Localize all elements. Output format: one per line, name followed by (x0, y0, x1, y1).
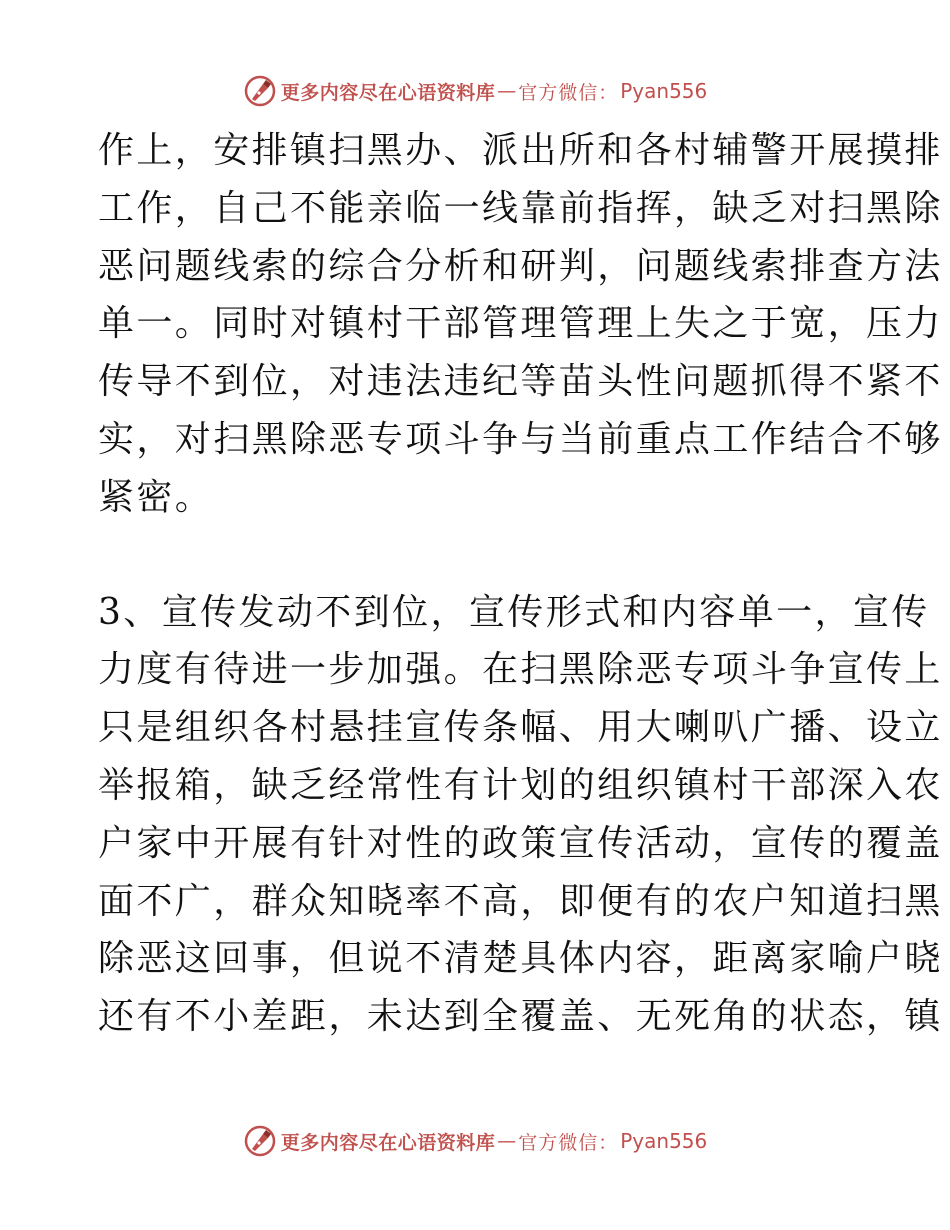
text-line: 紧密。 (98, 476, 214, 518)
watermark-main-text: 更多内容尽在心语资料库 (280, 1131, 496, 1154)
pen-nib-logo-icon (243, 1124, 277, 1158)
text-line: 单一。同时对镇村干部管理管理上失之于宽，压力 (98, 303, 943, 345)
watermark-wechat-id: Pyan556 (620, 1129, 708, 1153)
paragraph-1 (98, 122, 943, 527)
text-line: 实，对扫黑除恶专项斗争与当前重点工作结合不够 (98, 418, 943, 460)
text-line: 3、宣传发动不到位，宣传形式和内容单一，宣传 (98, 591, 930, 633)
text-line: 只是组织各村悬挂宣传条幅、用大喇叭广播、设立 (98, 707, 943, 749)
watermark-wechat-id: Pyan556 (620, 79, 708, 103)
watermark-dash: — (497, 80, 517, 102)
paragraph-2 (98, 584, 943, 1046)
text-line: 举报箱，缺乏经常性有计划的组织镇村干部深入农 (98, 764, 943, 806)
text-line: 面不广，群众知晓率不高，即便有的农户知道扫黑 (98, 880, 943, 922)
text-line: 传导不到位，对违法违纪等苗头性问题抓得不紧不 (98, 361, 943, 403)
pen-nib-logo-icon (243, 74, 277, 108)
watermark-label: 官方微信： (518, 1131, 619, 1154)
text-line: 力度有待进一步加强。在扫黑除恶专项斗争宣传上 (98, 649, 943, 691)
text-line: 作上，安排镇扫黑办、派出所和各村辅警开展摸排 (98, 130, 943, 171)
text-line: 恶问题线索的综合分析和研判，问题线索排查方法 (98, 245, 943, 287)
text-line: 户家中开展有针对性的政策宣传活动，宣传的覆盖 (98, 822, 943, 864)
text-line: 还有不小差距，未达到全覆盖、无死角的状态，镇 (98, 996, 943, 1038)
document-body (98, 122, 943, 1046)
watermark-label: 官方微信： (518, 81, 619, 104)
watermark-dash: — (497, 1130, 517, 1152)
watermark-main-text: 更多内容尽在心语资料库 (280, 81, 496, 104)
footer-watermark (0, 1121, 950, 1161)
text-line: 工作，自己不能亲临一线靠前指挥，缺乏对扫黑除 (98, 187, 943, 229)
header-watermark (0, 71, 950, 111)
text-line: 除恶这回事，但说不清楚具体内容，距离家喻户晓 (98, 938, 943, 980)
